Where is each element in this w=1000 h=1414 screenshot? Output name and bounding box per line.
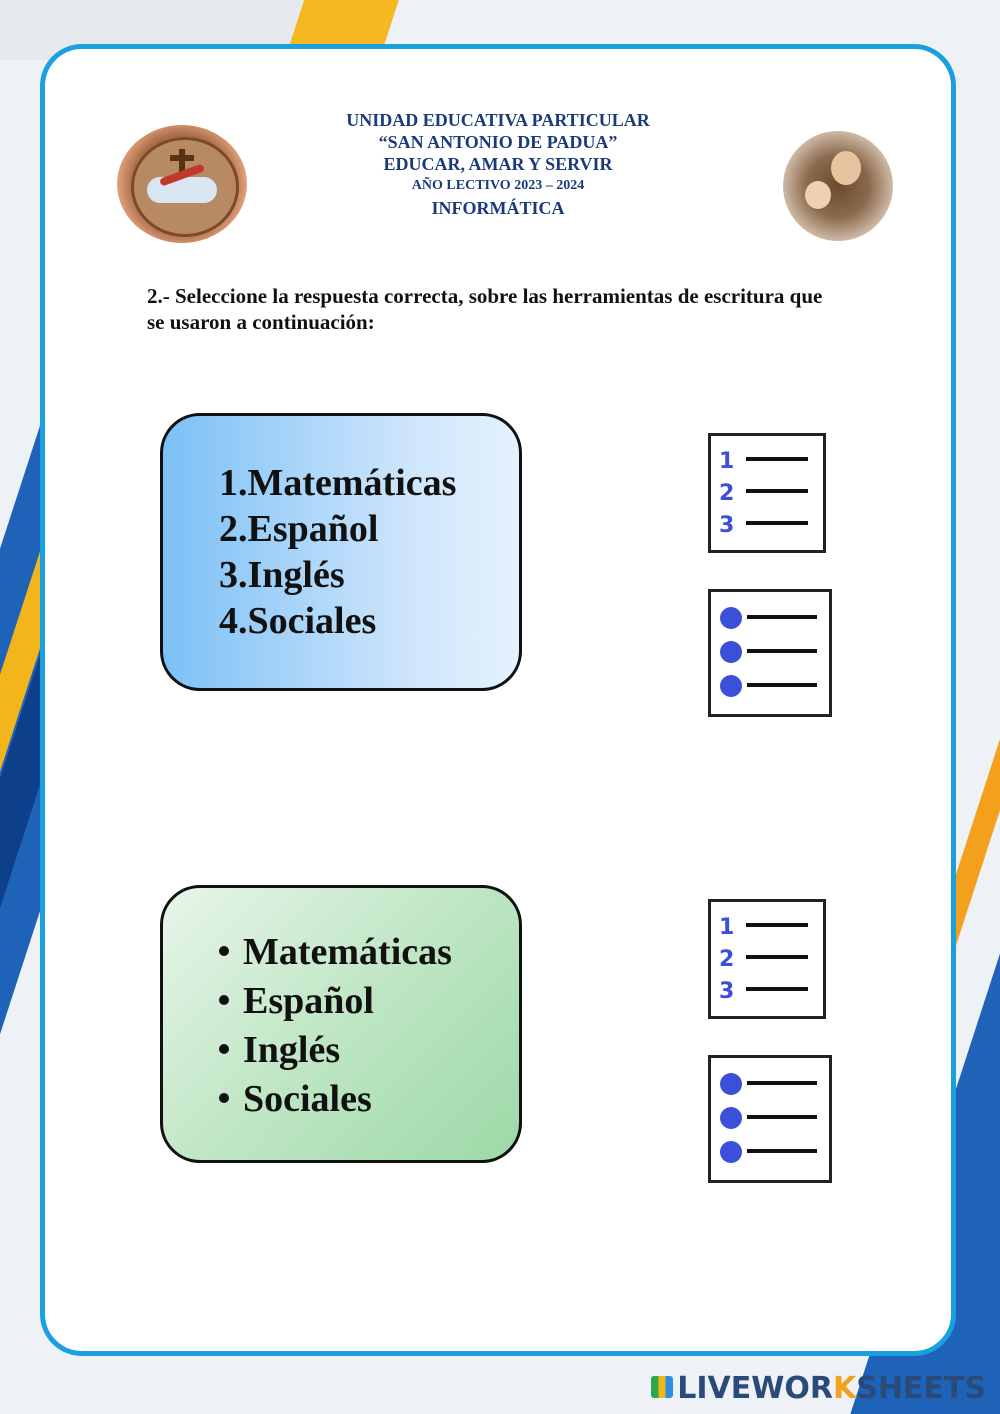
question-instruction: 2.- Seleccione la respuesta correcta, sobre las herramientas de escritura que se usaron a continuación: [147, 284, 823, 334]
list-item: 4.Sociales [219, 600, 377, 642]
numbered-list-icon[interactable] [708, 433, 826, 553]
list-item: 1.Matemáticas [219, 462, 457, 504]
liveworksheets-logo: LIVEWORKSHEETS [651, 1371, 986, 1406]
svg-text:3: 3 [719, 513, 735, 538]
svg-text:2: 2 [719, 481, 735, 506]
school-name: UNIDAD EDUCATIVA PARTICULAR [346, 110, 650, 130]
school-motto: EDUCAR, AMAR Y SERVIR [383, 154, 613, 174]
list-item: Español [219, 977, 452, 1026]
subject-title: INFORMÁTICA [431, 198, 565, 218]
bullet-icon [219, 946, 229, 956]
list-item: Matemáticas [219, 928, 452, 977]
svg-text:3: 3 [719, 979, 735, 1004]
worksheet-card [40, 44, 956, 1356]
bulleted-list-icon[interactable] [708, 1055, 832, 1183]
list-item: 2.Español [219, 508, 379, 550]
brand-badge-icon [651, 1376, 673, 1398]
svg-text:1: 1 [719, 449, 735, 474]
svg-text:2: 2 [719, 947, 735, 972]
school-subname: “SAN ANTONIO DE PADUA” [378, 132, 618, 152]
school-year: AÑO LECTIVO 2023 – 2024 [411, 178, 585, 193]
numbered-list-icon[interactable] [708, 899, 826, 1019]
bullet-icon [219, 995, 229, 1005]
list-item: Sociales [219, 1075, 452, 1124]
saint-portrait-image [783, 131, 893, 241]
list-item: Inglés [219, 1026, 452, 1075]
bulleted-list-icon[interactable] [708, 589, 832, 717]
bullet-icon [219, 1093, 229, 1103]
bullet-icon [219, 1044, 229, 1054]
bulleted-list-example [160, 885, 522, 1163]
svg-text:1: 1 [719, 915, 735, 940]
list-item: 3.Inglés [219, 554, 345, 596]
numbered-list-example [160, 413, 522, 691]
